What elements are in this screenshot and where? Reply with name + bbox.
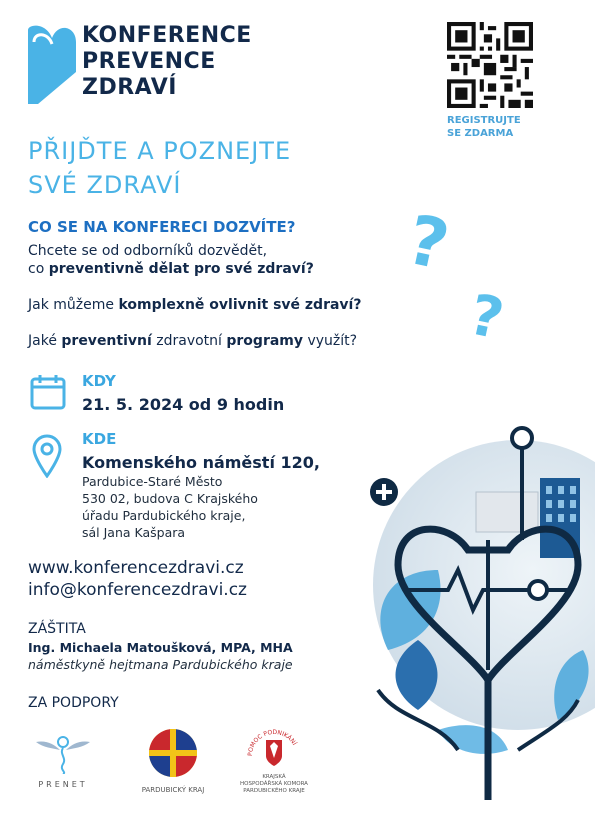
qr-code[interactable] [447,22,533,108]
question-3-bold1: preventivní [61,333,152,349]
when-value: 21. 5. 2024 od 9 hodin [82,395,285,414]
email-link[interactable]: info@konferencezdravi.cz [28,580,247,600]
question-1b [28,260,314,278]
question-3 [28,332,357,350]
patronage-name: Ing. Michaela Matoušková, MPA, MHA [28,640,293,655]
patronage-role: náměstkyně hejtmana Pardubického kraje [28,657,293,672]
patronage-heading: ZÁŠTITA [28,621,86,637]
chamber-label [232,774,316,795]
calendar-icon [30,374,66,410]
chamber-label-line-3: PARDUBICKÉHO KRAJE [243,788,305,794]
chamber-label-line-1: KRAJSKÁ [262,774,286,780]
where-line-4: sál Jana Kašpara [82,525,186,540]
prenet-logo [32,730,94,774]
pardubicky-kraj-logo [148,728,198,778]
question-2 [28,296,361,314]
questions-heading: CO SE NA KONFERECI DOZVÍTE? [28,218,296,236]
heart-logo-icon [28,22,76,104]
question-3-bold2: programy [226,333,304,349]
pardubicky-kraj-label: PARDUBICKÝ KRAJ [141,786,205,794]
headline-line-2: SVÉ ZDRAVÍ [28,171,182,199]
question-1a: Chcete se od odborníků dozvědět, [28,243,268,259]
title-line-1: KONFERENCE [82,23,252,48]
question-2-pre: Jak můžeme [28,297,119,313]
location-pin-icon [32,434,62,478]
headline-line-1: PŘIJĎTE A POZNEJTE [28,137,292,165]
title-line-3: ZDRAVÍ [82,75,177,100]
prenet-label: PRENET [38,780,88,789]
where-street: Komenského náměstí 120, [82,453,320,472]
question-3-post: využít? [303,333,358,349]
question-mark-icon: ? [463,282,509,353]
when-label: KDY [82,372,116,390]
where-line-3: úřadu Pardubického kraje, [82,508,246,523]
chamber-label-line-2: HOSPODÁŘSKÁ KOMORA [240,781,308,787]
question-3-pre: Jaké [28,333,62,349]
question-1b-pre: co [28,261,49,277]
chamber-arc-text: POMOC PODNIKÁNÍ [246,728,298,757]
qr-caption-2: SE ZDARMA [447,128,514,139]
title-line-2: PREVENCE [82,49,216,74]
question-1b-bold: preventivně dělat pro své zdraví? [48,261,314,277]
website-link[interactable]: www.konferencezdravi.cz [28,558,244,578]
where-label: KDE [82,430,117,448]
question-mark-icon: ? [400,200,456,287]
chamber-logo [246,722,302,772]
question-2-bold: komplexně ovlivnit své zdraví? [118,297,362,313]
where-line-1: Pardubice-Staré Město [82,474,223,489]
support-heading: ZA PODPORY [28,695,119,711]
qr-caption-1: REGISTRUJTE [447,115,521,126]
heart-illustration [348,420,595,816]
where-line-2: 530 02, budova C Krajského [82,491,258,506]
question-3-mid: zdravotní [151,333,227,349]
